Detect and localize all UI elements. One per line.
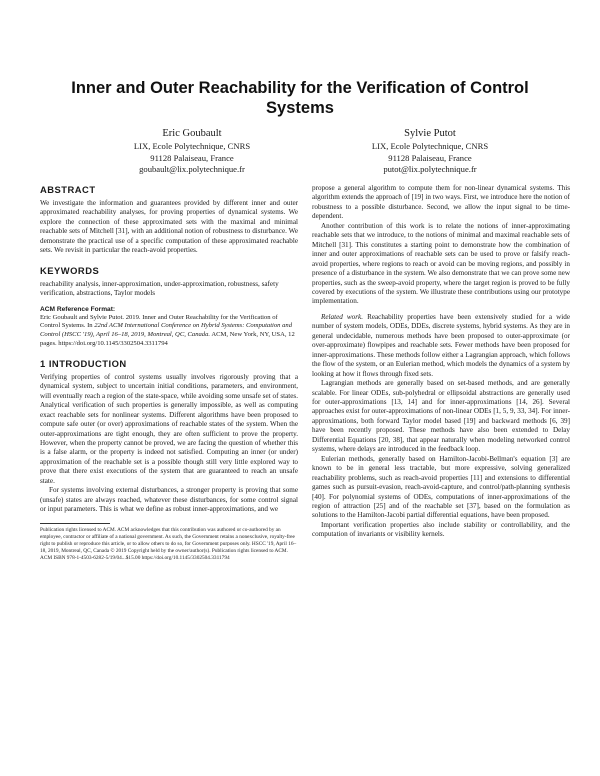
acm-reference-venue: 22nd ACM International Conference on Hybrid Systems: Computation and Control (HSCC '19), April 16–18, 2019, Montreal, QC, Canada. xyxy=(40,322,293,339)
copyright-footnote xyxy=(40,523,298,562)
right-column xyxy=(312,184,570,540)
author-name: Eric Goubault xyxy=(162,128,222,139)
body-paragraph: Important verification properties also include stability or controllability, and the computation of invariants or visibility kernels. xyxy=(312,520,570,539)
author-affiliation: LIX, Ecole Polytechnique, CNRS xyxy=(371,141,489,151)
acm-reference-label: ACM Reference Format: xyxy=(40,305,116,313)
author-block xyxy=(92,126,292,176)
author-address: 91128 Palaiseau, France xyxy=(150,152,234,163)
left-column xyxy=(40,184,298,562)
related-work-label: Related work. xyxy=(321,312,363,321)
body-paragraph: Lagrangian methods are generally based on set-based methods, and are generally scalable. For linear ODEs, sub-polyhedral or ellipsoidal abstractions are generally used for outer-approximations [13, 14] and for inner-approximations [14, 26]. Several approaches exist for outer-approximations of non-linear ODEs [1, 5, 9, 33, 34]. For inner-approximations, both forward Taylor model based [19] and backward methods [6, 39] have been recently proposed. These methods have also been extended to Delay Differential Equations [20, 38], that appear naturally when modeling networked control systems, where delays are introduced in the feedback loop. xyxy=(312,379,570,454)
author-affiliation: LIX, Ecole Polytechnique, CNRS xyxy=(133,141,251,151)
intro-paragraph: For systems involving external disturbances, a stronger property is proving that some (unsafe) states are always reached, whatever these disturbances, for some control signal or input parameters. This is what we define as robust inner-approximations, and we xyxy=(40,486,298,514)
abstract-heading: ABSTRACT xyxy=(40,184,96,195)
footnote-text: Publication rights licensed to ACM. ACM acknowledges that this contribution was authored or co-authored by an employee, contractor or affiliate of a national government. As such, the Government retains a nonexclusive, royalty-free right to publish or reproduce this article, or to allow others to do so, for Government purposes only. HSCC '19, April 16–18, 2019, Montreal, QC, Canada © 2019 Copyright held by the owner/author(s). Publication rights licensed to ACM. ACM ISBN 978-1-4503-6282-5/19/04...$15.00 https://doi.org/10.1145/3302504.3311794 xyxy=(40,526,297,561)
author-block xyxy=(330,126,530,176)
author-email[interactable]: putot@lix.polytechnique.fr xyxy=(383,164,477,174)
body-paragraph: propose a general algorithm to compute them for non-linear dynamical systems. This algorithm extends the approach of [19] in two ways. First, we introduce here the notion of robustness to a possible disturbance. Second, we allow the input signal to be time-dependent. xyxy=(312,184,570,221)
intro-paragraph: Verifying properties of control systems usually involves rigorously proving that a dynamical system, subject to uncertain initial conditions, parameters, and environment, will eventually reach a region of the state-space, while avoiding some unsafe set of states. Analytical verification of such properties is generally impossible, as well as computing exact reachable sets for nonlinear systems. Different algorithms have been proposed to compute safe outer (or over) approximations of reachable states of the system. When the outer-approximations are tight enough, they are often sufficient to prove the property. However, when the property cannot be proved, we are facing the question of whether this is a false alarm, or the property is indeed not satisfied. Computing an inner (or under) approximation of the reachable set is a possible though still very little explored way to prove that there exist executions of the system that are guaranteed to reach an unsafe state. xyxy=(40,372,298,485)
paper-title: Inner and Outer Reachability for the Verification of Control Systems xyxy=(71,79,529,117)
body-paragraph: Another contribution of this work is to relate the notions of inner-approximating reachable sets that we introduce, to the notions of minimal and maximal reachable sets of Mitchell [31]. This constitutes a starting point to demonstrate how the combination of inner and outer approximations of reachable sets can be used to prove or falsify reach-avoid properties, where regions to reach or avoid can be moving regions, and possibly in presence of a disturbance in the system. We also demonstrate that we can prove some new properties, such as the sweep-avoid property, where the target region is proved to be fully covered by executions of the system. We illustrate these contributions using our prototype implementation. xyxy=(312,221,570,306)
acm-reference-authors: Eric Goubault and Sylvie Putot. 2019. Inner and Outer Reachability for the Verification of Control Systems. In xyxy=(40,313,278,330)
author-address: 91128 Palaiseau, France xyxy=(388,152,472,163)
footnote-rule xyxy=(40,523,110,524)
related-work-text: Reachability properties have been extensively studied for a wide number of system models, ODEs, DDEs, discrete systems, hybrid systems. As they are in general undecidable, numerous methods have been proposed to outer-approximate (or over-approximate) flowpipes and reachable sets. Fewer methods have been proposed for inner-approximations. These methods follow either a Lagrangian approach, which follows the flow of the system, or an Eulerian method, which models the dynamics of a system by looking at how it flows through fixed sets. xyxy=(312,312,570,378)
abstract-text: We investigate the information and guarantees provided by different inner and outer approximated reachability analyses, for proving properties of dynamical systems. We explore the connection of these approximated sets with the maximal and minimal reachable sets of Mitchell [31], with an additional notion of robustness to disturbance. We demonstrate the practical use of a specific computation of these approximated reachable sets. We revisit in particular the reach-avoid properties. xyxy=(40,199,298,255)
section-heading-introduction: 1 INTRODUCTION xyxy=(40,357,127,369)
body-paragraph: Eulerian methods, generally based on Hamilton-Jacobi-Bellman's equation [3] are known to be in general less tractable, but more expressive, solving generalized reachability problems, such as reach-avoid properties [11] and extensions to differential games such as pursuit-evasion, reach-avoid-capture, and control/path-planning synthesis [40]. For polynomial systems of ODEs, computations of inner-approximations of the region of attraction [25] and of the reachable set [37], based on the formulation as solutions to the Hamilton-Jacobi partial differential equations, have been proposed. xyxy=(312,454,570,520)
acm-reference xyxy=(40,305,298,349)
acm-reference-text xyxy=(40,314,298,349)
related-work-paragraph xyxy=(312,313,570,379)
acm-reference-doi[interactable]: ACM, New York, NY, USA, 12 pages. https://doi.org/10.1145/3302504.3311794 xyxy=(40,331,295,348)
author-name: Sylvie Putot xyxy=(404,128,456,139)
keywords-heading: KEYWORDS xyxy=(40,264,100,276)
author-email[interactable]: goubault@lix.polytechnique.fr xyxy=(139,164,245,174)
keywords-text: reachability analysis, inner-approximation, under-approximation, robustness, safety verification, abstractions, Taylor models xyxy=(40,279,279,298)
